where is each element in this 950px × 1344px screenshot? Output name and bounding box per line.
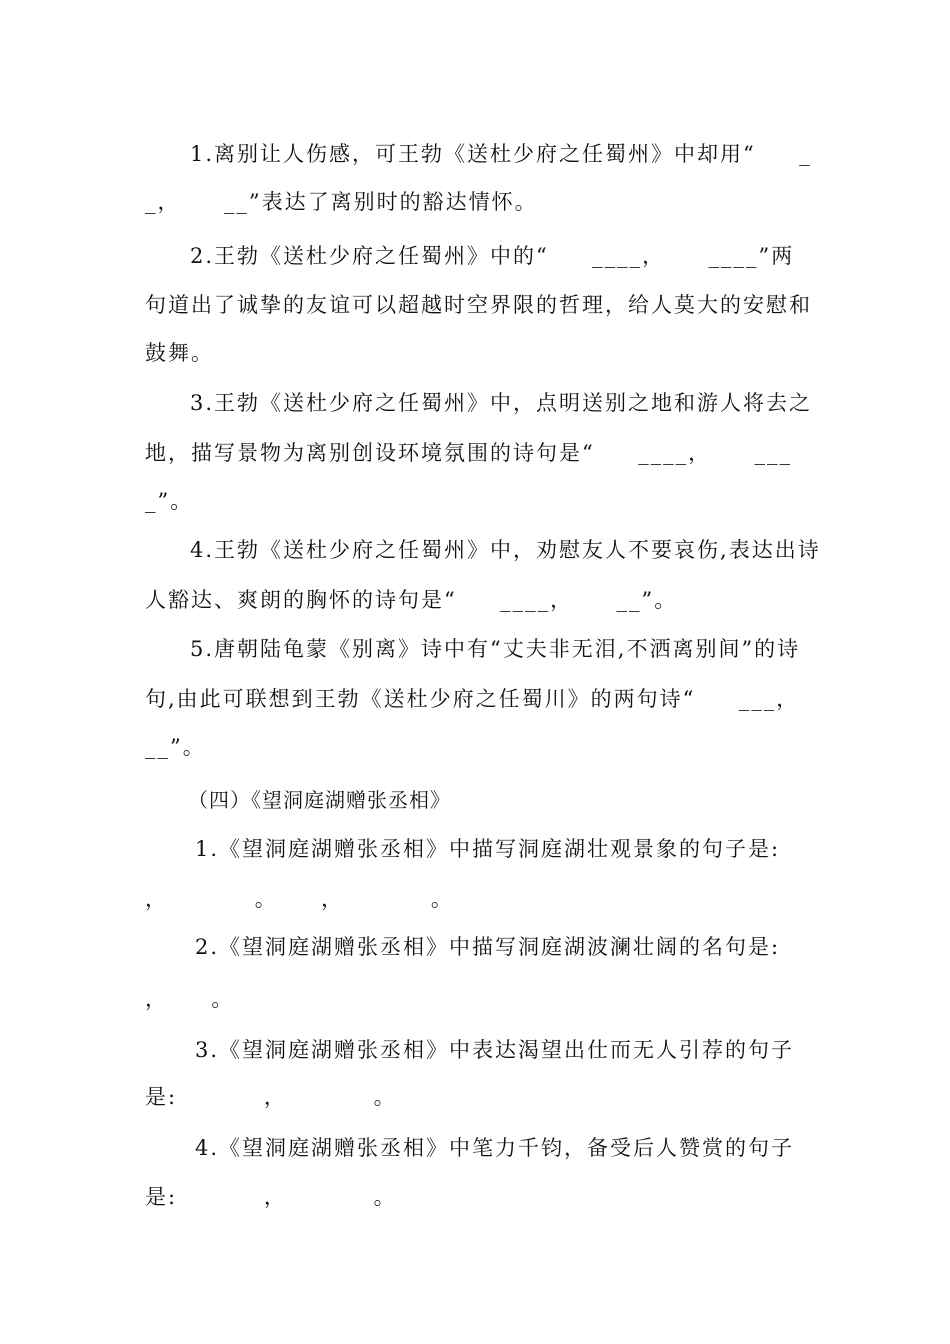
text-line: _， __”表达了离别时的豁达情怀。 bbox=[145, 190, 538, 214]
text-line: 地，描写景物为离别创设环境氛围的诗句是“ ____， ___ bbox=[145, 441, 792, 465]
text-line: 4.《望洞庭湖赠张丞相》中笔力千钧，备受后人赞赏的句子 bbox=[195, 1136, 795, 1160]
text-line: 3.王勃《送杜少府之任蜀州》中，点明送别之地和游人将去之 bbox=[190, 391, 813, 415]
text-line: 句道出了诚挚的友谊可以超越时空界限的哲理，给人莫大的安慰和 bbox=[145, 293, 812, 317]
text-line: 1.离别让人伤感，可王勃《送杜少府之任蜀州》中却用“ _ bbox=[190, 142, 812, 166]
text-line: 句,由此可联想到王勃《送杜少府之任蜀川》的两句诗“ ___， bbox=[145, 687, 800, 711]
text-line: ， 。 ， 。 bbox=[145, 887, 454, 911]
text-line: 1.《望洞庭湖赠张丞相》中描写洞庭湖壮观景象的句子是: bbox=[195, 837, 781, 861]
section-heading: （四）《望洞庭湖赠张丞相》 bbox=[188, 788, 451, 812]
text-line: 2.王勃《送杜少府之任蜀州》中的“ ____， ____”两 bbox=[190, 244, 795, 268]
text-line: _”。 bbox=[145, 489, 194, 513]
text-line: 是: ， 。 bbox=[145, 1085, 397, 1109]
text-line: 2.《望洞庭湖赠张丞相》中描写洞庭湖波澜壮阔的名句是: bbox=[195, 935, 781, 959]
text-line: ， 。 bbox=[145, 987, 235, 1011]
text-line: __”。 bbox=[145, 735, 206, 759]
text-line: 5.唐朝陆龟蒙《别离》诗中有“丈夫非无泪,不洒离别间”的诗 bbox=[190, 637, 801, 661]
text-line: 3.《望洞庭湖赠张丞相》中表达渴望出仕而无人引荐的句子 bbox=[195, 1038, 795, 1062]
text-line: 4.王勃《送杜少府之任蜀州》中，劝慰友人不要哀伤,表达出诗 bbox=[190, 538, 821, 562]
text-line: 人豁达、爽朗的胸怀的诗句是“ ____， __”。 bbox=[145, 588, 678, 612]
text-line: 鼓舞。 bbox=[145, 341, 214, 365]
text-line: 是: ， 。 bbox=[145, 1185, 397, 1209]
